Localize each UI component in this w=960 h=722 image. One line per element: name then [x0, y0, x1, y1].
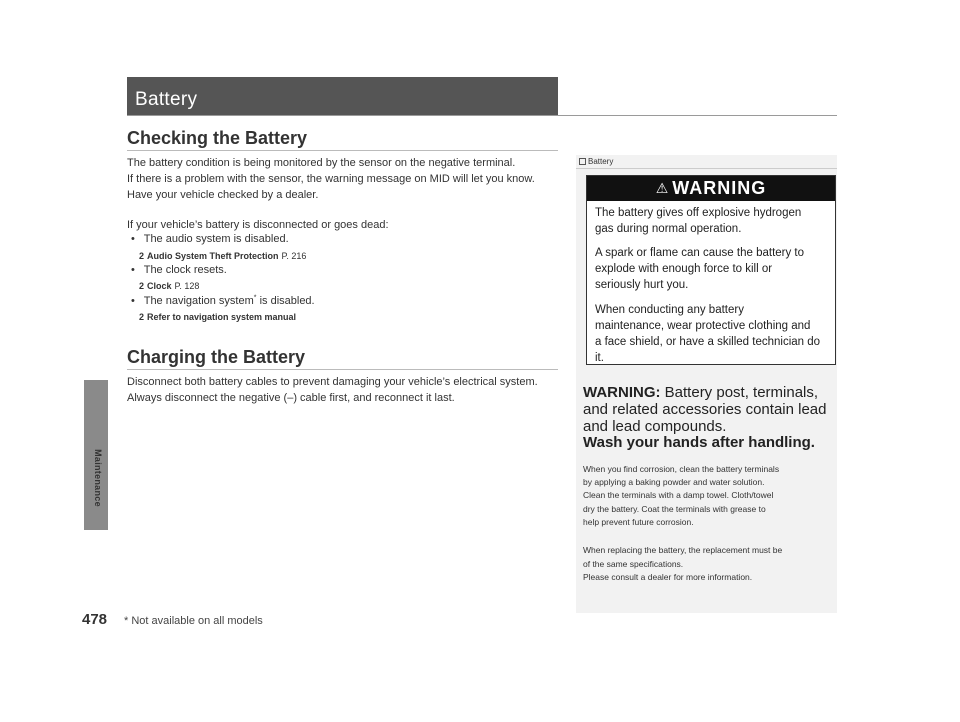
- ref-clock-title: Clock: [147, 281, 172, 291]
- warning-p2-line-1: A spark or flame can cause the battery to: [595, 247, 805, 259]
- warning-box: [586, 175, 836, 365]
- ref-audio-page: P. 216: [281, 251, 307, 261]
- page-title-bar: [127, 77, 558, 115]
- warning-header: [587, 176, 835, 201]
- warning-p1-line-1: The battery gives off explosive hydrogen: [595, 207, 802, 219]
- sidebar-header: [576, 157, 837, 169]
- warning-p2-line-3: seriously hurt you.: [595, 279, 689, 291]
- warning-p3-line-3: a face shield, or have a skilled technician do: [595, 336, 821, 348]
- ref-clock[interactable]: [139, 281, 199, 291]
- warning-p3-line-1: When conducting any battery: [595, 304, 744, 316]
- warning-triangle-icon: ⚠: [655, 180, 669, 196]
- bullet-audio-text: The audio system is disabled.: [143, 233, 289, 245]
- note2-line-2: of the same specifications.: [583, 559, 684, 569]
- para-charging-line-2: Always disconnect the negative (–) cable first, and reconnect it last.: [127, 392, 455, 404]
- footnote: * Not available on all models: [124, 615, 263, 627]
- caution-line-1: [583, 384, 818, 401]
- note-box-icon: [579, 158, 586, 165]
- ref-audio-title: Audio System Theft Protection: [147, 251, 279, 261]
- section-tab-label: Maintenance: [93, 449, 104, 507]
- heading-charging: Charging the Battery: [127, 347, 306, 367]
- ref-audio-theft[interactable]: [139, 251, 306, 261]
- page-title: Battery: [135, 89, 198, 110]
- bullet-clock-text: The clock resets.: [143, 264, 227, 276]
- ref-arrow-icon: 2: [139, 251, 145, 261]
- heading-checking: Checking the Battery: [127, 128, 308, 148]
- note1-line-2: by applying a baking powder and water solution.: [583, 477, 765, 487]
- note1-line-1: When you find corrosion, clean the battery terminals: [583, 464, 780, 474]
- caution-line-2: and related accessories contain lead: [583, 401, 827, 418]
- para-checking-line-3: Have your vehicle checked by a dealer.: [127, 189, 319, 201]
- bullet-navigation-sup: *: [253, 294, 257, 302]
- note1-line-4: dry the battery. Coat the terminals with grease to: [583, 504, 766, 514]
- sidebar-header-text: Battery: [588, 157, 614, 166]
- warning-p3-line-4: it.: [595, 352, 604, 364]
- caution-label: WARNING:: [583, 384, 661, 401]
- note2-line-3: Please consult a dealer for more information.: [583, 572, 753, 582]
- para-charging-line-1: Disconnect both battery cables to prevent damaging your vehicle’s electrical system.: [127, 376, 538, 388]
- bullet-clock: [131, 264, 227, 276]
- page-number: 478: [82, 611, 108, 628]
- heading-checking-rule: [127, 150, 558, 151]
- para-checking-line-1: The battery condition is being monitored by the sensor on the negative terminal.: [127, 157, 516, 169]
- note1-line-5: help prevent future corrosion.: [583, 517, 694, 527]
- warning-p1-line-2: gas during normal operation.: [595, 223, 742, 235]
- ref-navigation-title: Refer to navigation system manual: [147, 312, 297, 322]
- ref-arrow-icon: 2: [139, 312, 145, 322]
- warning-p2-line-2: explode with enough force to kill or: [595, 263, 773, 275]
- warning-p3-line-2: maintenance, wear protective clothing and: [595, 320, 811, 332]
- para-disconnect-intro: If your vehicle’s battery is disconnected or goes dead:: [127, 219, 389, 231]
- caution-line-4: Wash your hands after handling.: [583, 434, 815, 451]
- bullet-audio: [131, 233, 289, 245]
- para-checking-line-2: If there is a problem with the sensor, the warning message on MID will let you know.: [127, 173, 535, 185]
- ref-arrow-icon: 2: [139, 281, 145, 291]
- caution-line-1-text: Battery post, terminals,: [660, 384, 819, 401]
- heading-charging-rule: [127, 369, 558, 370]
- bullet-navigation-text-post: is disabled.: [256, 295, 315, 307]
- note1-line-3: Clean the terminals with a damp towel. Cloth/towel: [583, 490, 774, 500]
- title-divider: [127, 115, 837, 116]
- ref-clock-page: P. 128: [174, 281, 200, 291]
- ref-navigation[interactable]: [139, 312, 299, 322]
- note2-line-1: When replacing the battery, the replacement must be: [583, 545, 783, 555]
- caution-line-3: and lead compounds.: [583, 418, 727, 435]
- warning-title: WARNING: [672, 178, 767, 198]
- section-tab-label-wrap: [92, 438, 104, 518]
- bullet-navigation: [131, 295, 315, 307]
- bullet-navigation-text: The navigation system: [143, 295, 254, 307]
